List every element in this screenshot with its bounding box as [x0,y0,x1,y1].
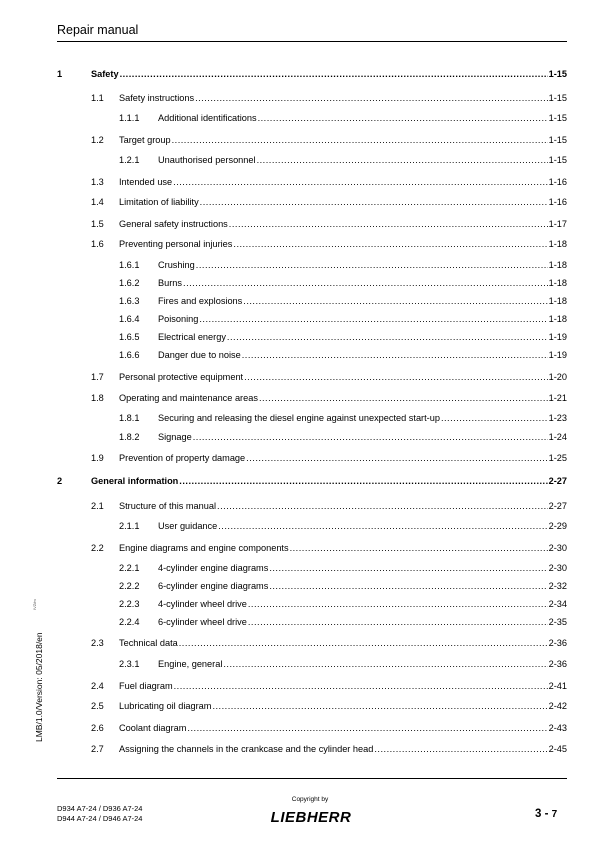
toc-leader-dots [269,579,547,593]
toc-entry-title: Safety [91,69,119,79]
toc-leader-dots [179,474,547,488]
toc-leader-dots [212,699,547,713]
toc-leader-dots [200,195,548,209]
toc-entry-number: 1.8.2 [119,432,140,442]
toc-entry[interactable] [0,657,596,671]
toc-entry-page: 2-32 [548,581,567,591]
toc-entry-line [119,217,567,231]
copyright-text: Copyright by [291,796,329,803]
toc-entry[interactable] [0,175,596,189]
toc-entry[interactable] [0,276,596,290]
toc-entry-page: 2-43 [548,723,567,733]
toc-entry[interactable] [0,294,596,308]
toc-entry[interactable] [0,91,596,105]
toc-entry-number: 2.2.2 [119,581,140,591]
toc-entry-line [91,67,567,81]
page-number-major: 3 - [535,808,549,820]
toc-entry-line [158,597,567,611]
toc-entry-line [91,474,567,488]
toc-entry-line [158,657,567,671]
toc-entry[interactable] [0,312,596,326]
toc-entry-number: 1.3 [91,177,104,187]
toc-entry-page: 2-42 [548,701,567,711]
toc-entry-title: User guidance [158,521,218,531]
toc-entry-number: 2.6 [91,723,104,733]
logo-wordmark: LIEBHERR [270,809,352,825]
toc-entry-page: 1-19 [548,332,567,342]
toc-entry[interactable] [0,330,596,344]
toc-entry-page: 1-16 [548,177,567,187]
toc-leader-dots [242,348,548,362]
toc-leader-dots [244,370,548,384]
toc-entry[interactable] [0,111,596,125]
toc-entry-title: Burns [158,278,183,288]
toc-entry-number: 1.6 [91,239,104,249]
toc-entry-line [158,519,567,533]
toc-entry-page: 1-15 [548,113,567,123]
toc-entry-number: 2.2.1 [119,563,140,573]
toc-leader-dots [227,330,548,344]
toc-entry-number: 2 [57,476,63,486]
toc-leader-dots [441,411,548,425]
toc-leader-dots [290,541,548,555]
toc-entry-line [158,615,567,629]
toc-entry-number: 1.8.1 [119,413,140,423]
toc-entry-title: General information [91,476,179,486]
toc-entry-title: General safety instructions [119,219,228,229]
toc-entry-title: Fires and explosions [158,296,243,306]
toc-entry-number: 2.2.4 [119,617,140,627]
toc-entry-number: 1.6.2 [119,278,140,288]
toc-entry-page: 2-45 [548,744,567,754]
toc-entry-number: 1.4 [91,197,104,207]
toc-entry-title: Signage [158,432,192,442]
toc-entry-line [158,111,567,125]
toc-entry-title: Danger due to noise [158,350,241,360]
toc-entry-title: 6-cylinder wheel drive [158,617,247,627]
page-number-minor: 7 [551,809,558,820]
toc-entry-line [158,430,567,444]
toc-leader-dots [258,111,548,125]
toc-entry-page: 1-17 [548,219,567,229]
toc-entry-number: 2.2 [91,543,104,553]
toc-entry-page: 2-27 [548,476,567,486]
toc-entry-page: 2-35 [548,617,567,627]
toc-entry-title: Fuel diagram [119,681,173,691]
toc-entry-page: 2-29 [548,521,567,531]
toc-entry-number: 1.2 [91,135,104,145]
toc-entry-page: 1-15 [548,93,567,103]
toc-leader-dots [174,679,548,693]
toc-entry-title: Target group [119,135,171,145]
toc-entry-line [158,312,567,326]
toc-entry-line [119,721,567,735]
toc-entry-line [158,411,567,425]
toc-entry-title: Personal protective equipment [119,372,244,382]
toc-entry-title: 6-cylinder engine diagrams [158,581,269,591]
toc-entry-title: Assigning the channels in the crankcase and the cylinder head [119,744,374,754]
toc-entry-page: 1-18 [548,278,567,288]
toc-entry-page: 1-15 [548,69,567,79]
toc-entry[interactable] [0,679,596,693]
toc-leader-dots [173,175,547,189]
toc-entry-line [119,742,567,756]
toc-entry-page: 1-16 [548,197,567,207]
footer-divider [57,778,567,779]
toc-entry-line [119,679,567,693]
toc-entry-page: 2-36 [548,659,567,669]
toc-entry-line [119,541,567,555]
toc-leader-dots [172,133,548,147]
toc-entry-line [119,499,567,513]
page-number [535,808,557,820]
toc-leader-dots [195,91,548,105]
toc-entry-line [158,561,567,575]
toc-entry-number: 1.1 [91,93,104,103]
toc-entry-number: 1.6.5 [119,332,140,342]
toc-entry-line [158,330,567,344]
toc-leader-dots [257,153,548,167]
toc-entry[interactable] [0,258,596,272]
toc-leader-dots [259,391,548,405]
toc-entry-page: 1-18 [548,260,567,270]
toc-entry-number: 2.1 [91,501,104,511]
toc-entry-number: 1.9 [91,453,104,463]
toc-leader-dots [218,519,547,533]
toc-entry-number: 1.6.4 [119,314,140,324]
toc-entry-page: 1-20 [548,372,567,382]
toc-entry-title: Engine diagrams and engine components [119,543,289,553]
toc-entry[interactable] [0,474,596,488]
toc-entry-page: 2-41 [548,681,567,691]
toc-entry-page: 2-27 [548,501,567,511]
toc-leader-dots [248,615,548,629]
toc-entry[interactable] [0,742,596,756]
toc-entry-number: 1 [57,69,63,79]
toc-entry-number: 1.6.6 [119,350,140,360]
toc-entry[interactable] [0,237,596,251]
toc-entry-title: Intended use [119,177,173,187]
toc-entry-page: 1-24 [548,432,567,442]
toc-entry-line [158,258,567,272]
toc-entry-number: 2.3.1 [119,659,140,669]
toc-leader-dots [193,430,548,444]
toc-entry-number: 1.6.3 [119,296,140,306]
toc-entry[interactable] [0,561,596,575]
footer-models-line2: D944 A7-24 / D946 A7-24 [57,814,143,823]
toc-entry-page: 1-19 [548,350,567,360]
toc-entry[interactable] [0,615,596,629]
toc-entry-title: Limitation of liability [119,197,199,207]
toc-entry-line [158,579,567,593]
toc-entry-line [158,276,567,290]
toc-entry-title: Safety instructions [119,93,195,103]
toc-leader-dots [187,721,547,735]
toc-entry-line [119,451,567,465]
toc-leader-dots [199,312,547,326]
toc-leader-dots [374,742,547,756]
toc-entry-line [119,133,567,147]
toc-entry[interactable] [0,579,596,593]
toc-entry-page: 2-34 [548,599,567,609]
toc-entry[interactable] [0,636,596,650]
toc-entry-line [119,237,567,251]
toc-entry-line [158,294,567,308]
toc-entry-page: 2-30 [548,563,567,573]
toc-entry-title: 4-cylinder wheel drive [158,599,247,609]
toc-entry-number: 1.6.1 [119,260,140,270]
toc-entry[interactable] [0,451,596,465]
toc-leader-dots [183,276,548,290]
toc-entry[interactable] [0,597,596,611]
toc-entry-number: 1.8 [91,393,104,403]
toc-leader-dots [233,237,547,251]
side-code: IVZ/m [32,599,37,610]
toc-entry[interactable] [0,499,596,513]
toc-entry-line [119,195,567,209]
toc-entry[interactable] [0,519,596,533]
toc-entry-number: 1.1.1 [119,113,140,123]
toc-entry-page: 1-25 [548,453,567,463]
toc-leader-dots [217,499,548,513]
side-version-text: LMB/1.0/Version: 05/2018/en [34,632,44,742]
liebherr-logo [265,809,357,825]
toc-entry[interactable] [0,430,596,444]
toc-entry-number: 2.7 [91,744,104,754]
toc-leader-dots [196,258,548,272]
toc-entry-title: Technical data [119,638,178,648]
toc-entry-line [119,91,567,105]
toc-entry-title: Operating and maintenance areas [119,393,258,403]
toc-entry[interactable] [0,411,596,425]
toc-entry-page: 1-21 [548,393,567,403]
footer-models [57,804,142,824]
toc-entry-title: Coolant diagram [119,723,187,733]
toc-leader-dots [229,217,548,231]
toc-entry-page: 1-18 [548,314,567,324]
toc-leader-dots [120,67,548,81]
toc-entry-line [119,636,567,650]
toc-leader-dots [179,636,548,650]
toc-entry[interactable] [0,153,596,167]
toc-entry-line [119,391,567,405]
toc-entry-page: 1-23 [548,413,567,423]
toc-entry-number: 2.4 [91,681,104,691]
toc-entry-page: 1-15 [548,135,567,145]
toc-entry-page: 1-18 [548,296,567,306]
toc-entry[interactable] [0,133,596,147]
toc-entry-title: Unauthorised personnel [158,155,256,165]
toc-entry-title: Poisoning [158,314,199,324]
toc-entry-line [119,175,567,189]
toc-entry-title: Lubricating oil diagram [119,701,212,711]
toc-leader-dots [246,451,547,465]
toc-entry-page: 2-30 [548,543,567,553]
toc-leader-dots [243,294,547,308]
toc-entry-line [158,348,567,362]
toc-entry-title: Preventing personal injuries [119,239,233,249]
toc-entry-page: 1-18 [548,239,567,249]
toc-entry-title: Electrical energy [158,332,226,342]
toc-entry-line [158,153,567,167]
toc-entry[interactable] [0,541,596,555]
toc-leader-dots [223,657,547,671]
toc-entry-number: 2.1.1 [119,521,140,531]
toc-entry[interactable] [0,721,596,735]
toc-entry-line [119,370,567,384]
toc-entry-title: Structure of this manual [119,501,217,511]
toc-entry[interactable] [0,195,596,209]
toc-entry[interactable] [0,370,596,384]
toc-entry-page: 1-15 [548,155,567,165]
toc-entry[interactable] [0,67,596,81]
toc-entry[interactable] [0,391,596,405]
toc-entry-number: 1.7 [91,372,104,382]
toc-entry-title: Engine, general [158,659,223,669]
toc-entry-page: 2-36 [548,638,567,648]
toc-entry-title: Securing and releasing the diesel engine against unexpected start-up [158,413,440,423]
toc-entry-number: 2.2.3 [119,599,140,609]
toc-entry-number: 2.3 [91,638,104,648]
toc-entry-title: Crushing [158,260,195,270]
toc-entry[interactable] [0,217,596,231]
toc-entry-title: Additional identifications [158,113,257,123]
toc-leader-dots [269,561,547,575]
toc-entry[interactable] [0,699,596,713]
toc-entry-line [119,699,567,713]
toc-entry-title: Prevention of property damage [119,453,246,463]
toc-entry-number: 2.5 [91,701,104,711]
page-header-title: Repair manual [57,23,139,37]
toc-entry[interactable] [0,348,596,362]
toc-entry-number: 1.2.1 [119,155,140,165]
toc-entry-number: 1.5 [91,219,104,229]
toc-entry-title: 4-cylinder engine diagrams [158,563,269,573]
footer-models-line1: D934 A7-24 / D936 A7-24 [57,804,143,813]
toc-leader-dots [248,597,548,611]
